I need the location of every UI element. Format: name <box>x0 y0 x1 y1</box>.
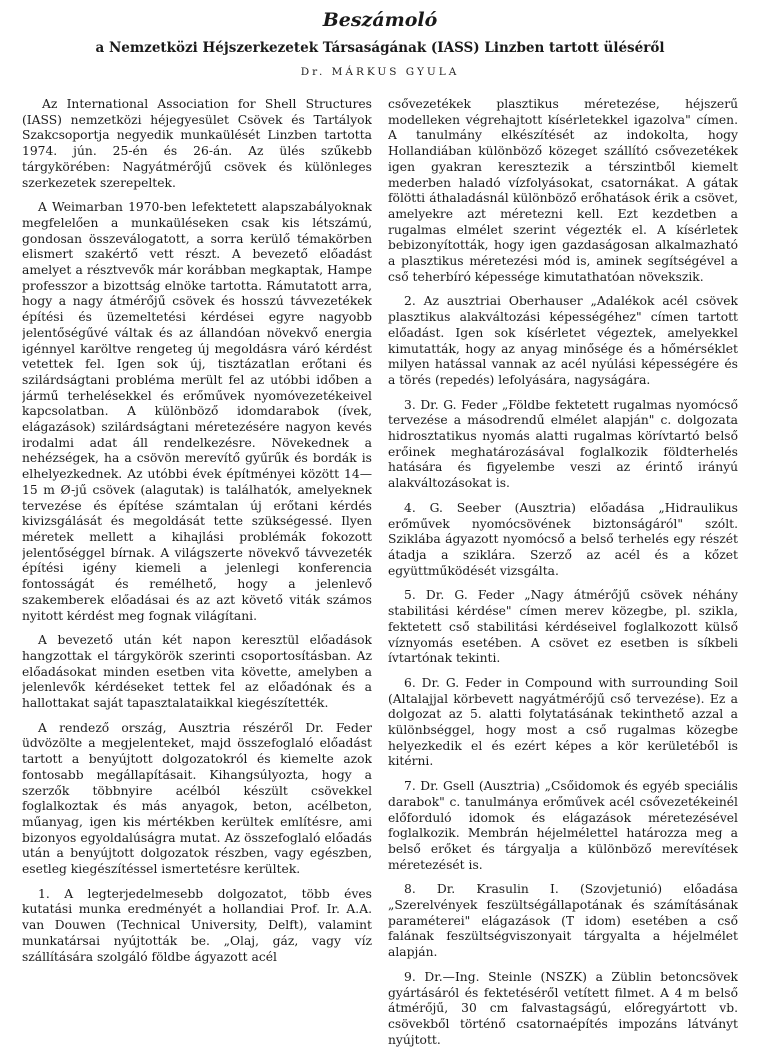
right-column <box>388 97 738 1058</box>
paragraph-item-3: 3. Dr. G. Feder „Földbe fektetett rugalmas nyomócső tervezése a másodrendű elmélet alapján" c. dolgozata hidrosztatikus nyomás alatti rugalmas körívtartó belső erőinek meghatározásával foglalkozik földterhelés hatására és figyelembe veszi az érintő irányú alakváltozásokat is. <box>388 397 738 491</box>
article-author: Dr. MÁRKUS GYULA <box>300 66 460 78</box>
paragraph-item-7: 7. Dr. Gsell (Ausztria) „Csőidomok és egyéb speciális darabok" c. tanulmánya erőművek acél csővezetékeinél előforduló idomok és elágazások méretezésével foglalkozik. Membrán héjelmélettel határozza meg a belső erőket és tárgyalja a különböző merevítések méretezését is. <box>388 779 738 872</box>
paragraph-item-2: 2. Az ausztriai Oberhauser „Adalékok acél csövek plasztikus alakváltozási képességéhez" címen tartott előadást. Igen sok kísérletet végeztek, amelyekkel kimutatták, hogy az anyag minősége és a hőmérséklet milyen hatással vannak az acél nyúlási képességére és a törés (repedés) lefolyására, nagyságára. <box>388 294 738 387</box>
paragraph-host-country: A rendező ország, Ausztria részéről Dr. Feder üdvözölte a megjelenteket, majd összefoglaló előadást tartott a benyújtott dolgozatokról és kiemelte azok fontosabb megállapításait. Kihangsúlyozta, hogy a szerzők többnyire acélból készült csövekkel foglalkoztak és más anyagok, beton, acélbeton, műanyag, igen kis mértékben kerültek említésre, ami bizonyos egyoldalúságra mutat. Az összefoglaló előadás után a benyújtott dolgozatok részben, vagy egészben, esetleg kiegészítéssel ismertetésre kerültek. <box>22 720 372 877</box>
paragraph-intro: Az International Association for Shell Structures (IASS) nemzetközi héjegyesület Csövek és Tartályok Szakcsoportja negyedik munkaülését Linzben tartotta 1974. jún. 25-én és 26-án. Az ülés szűkebb tárgykörében: Nagyátmérőjű csövek és különleges szerkezetek szerepeltek. <box>22 97 372 190</box>
paragraph-weimar: A Weimarban 1970-ben lefektetett alapszabályoknak megfelelően a munkaüléseken csak kis létszámú, gondosan összeválogatott, a sorra kerülő témakörben elismert szakértő vett részt. A bevezető előadást amelyet a résztvevők már korábban megkaptak, Hampe professzor a bizottság elnöke tartotta. Rámutatott arra, hogy a nagy átmérőjű csövek és hosszú távvezetékek építési és üzemeltetési kérdései egyre nagyobb jelentőségűvé váltak és az állandóan növekvő energia igénnyel karöltve rengeteg új megoldásra váró kérdést vetettek fel. Igen sok új, tisztázatlan erőtani és szilárdságtani probléma merült fel az utóbbi időben a jármű terhelésekkel és erőművek nyomóvezetékeivel kapcsolatban. A különböző idomdarabok (ívek, elágazások) szilárdságtani méretezésére nagyon kevés irodalmi adat áll rendelkezésre. Növekednek a nehézségek, ha a csövön merevítő gyűrűk és bordák is elhelyezkednek. Az utóbbi évek építményei között 14—15 m Ø-jű csövek (alagutak) is találhatók, amelyeknek tervezése és építése számtalan új erőtani kérdés kivizsgálását és megoldását tette szükségessé. Ilyen méretek mellett a kihajlási problémák fokozott jelentőséggel bírnak. A világszerte növekvő távvezeték építési igény kiemeli a jelenlegi konferencia fontosságát és remélhető, hogy a jelenlevő szakemberek előadásai és az azt követő viták számos nyitott kérdést meg fognak világítani. <box>22 200 372 623</box>
article-subtitle: a Nemzetközi Héjszerkezetek Társaságának (IASS) Linzben tartott üléséről <box>95 40 665 56</box>
paragraph-item-5: 5. Dr. G. Feder „Nagy átmérőjű csövek néhány stabilitási kérdése" címen merev közegbe, pl. szikla, fektetett cső stabilitási kérdéseivel foglalkozott külső víznyomás esetében. A csövet ez esetben is síkbeli ívtartónak tekinti. <box>388 588 738 666</box>
article-title: Beszámoló <box>322 9 438 31</box>
body-columns <box>22 97 738 1058</box>
paragraph-item-1-continued: csővezetékek plasztikus méretezése, héjszerű modelleken végrehajtott kísérletekkel igazolva" címen. A tanulmány elkészítését az indokolta, hogy Hollandiában különböző közeget szállító csővezetékek igen gyakran keresztezik a térszintből kiemelt mederben haladó vízfolyásokat, csatornákat. A gátak fölötti áthaladásnál különböző erőhatások érik a csövet, amelyekre azt méretezni kell. Ezt kezdetben a rugalmas elmélet szerint végezték el. A kísérletek bebizonyították, hogy igen gazdaságosan alkalmazható a plasztikus méretezési mód is, aminek segítségével a cső teherbíró képessége kimutathatóan növekszik. <box>388 97 738 284</box>
paragraph-item-9: 9. Dr.—Ing. Steinle (NSZK) a Züblin betoncsövek gyártásáról és fektetéséről vetített filmet. A 4 m belső átmérőjű, 30 cm falvastagságú, előregyártott vb. csövekből történő csatornaépítés impozáns látványt nyújtott. <box>388 969 738 1047</box>
paragraph-item-1: 1. A legterjedelmesebb dolgozatot, több éves kutatási munka eredményét a hollandiai Prof. Ir. A.A. van Douwen (Technical University, Delft), valamint munkatársai nyújtották be. „Olaj, gáz, vagy víz szállítására szolgáló földbe ágyazott acél <box>22 886 372 964</box>
paragraph-item-6: 6. Dr. G. Feder in Compound with surrounding Soil (Altalajjal körbevett nagyátmérőjű cső tervezése). Ez a dolgozat az 5. alatti folytatásának tekinthető azzal a különbséggel, hogy most a cső rugalmas közegbe helyezkedik el és ezért képes a kör kerületéből is kitérni. <box>388 675 738 769</box>
paragraph-item-4: 4. G. Seeber (Ausztria) előadása „Hidraulikus erőművek nyomócsövének biztonságáról" szólt. Sziklába ágyazott nyomócső a belső terhelés egy részét átadja a sziklára. Szerző az acél és a kőzet együttműködését vizsgálta. <box>388 500 738 578</box>
left-column <box>22 97 372 1058</box>
paragraph-item-8: 8. Dr. Krasulin I. (Szovjetunió) előadása „Szerelvények feszültségállapotának és számításának paraméterei" elágazások (T idom) esetében a cső falának feszültségviszonyait tárgyalta a héjelmélet alapján. <box>388 882 738 960</box>
paragraph-lectures: A bevezető után két napon keresztül előadások hangzottak el tárgykörök szerinti csoportosításban. Az előadásokat minden esetben vita követte, amelyben a jelenlevők kérdéseket tettek fel az előadónak és a hallottakat saját tapasztalataikkal kiegészítették. <box>22 633 372 711</box>
